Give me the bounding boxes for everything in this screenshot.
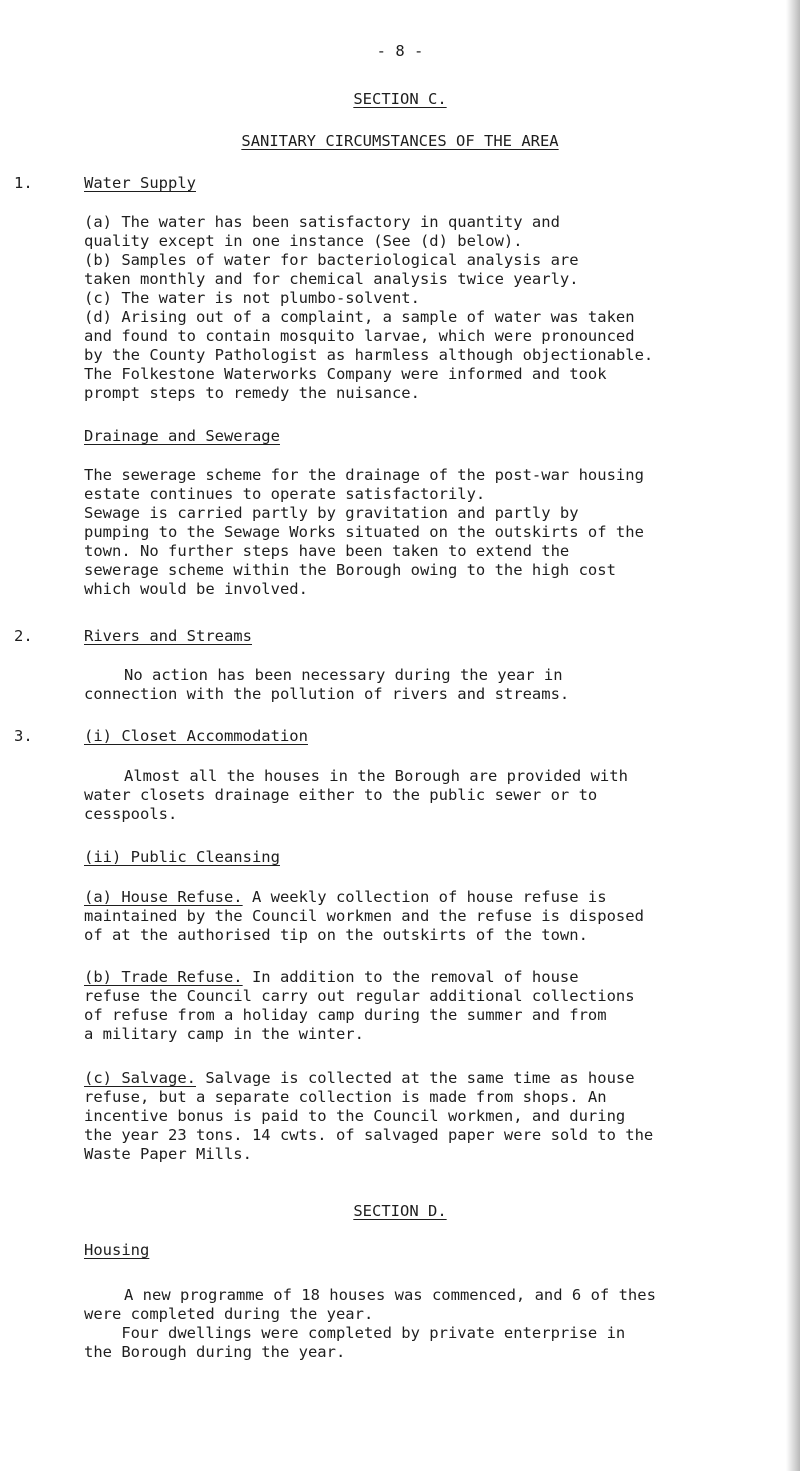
text-line: No action has been necessary during the year in [124,666,563,684]
closet-title: (i) Closet Accommodation [84,727,308,745]
house-refuse-label: (a) House Refuse. [84,888,243,906]
housing-title: Housing [84,1241,150,1259]
text-line: of at the authorised tip on the outskirts of the town. [84,926,588,944]
text-line: Almost all the houses in the Borough are provided with [124,767,628,785]
text-line: (d) Arising out of a complaint, a sample of water was taken [84,308,635,326]
trade-refuse-text [84,968,784,1044]
housing-text-cont [84,1305,784,1362]
salvage-label: (c) Salvage. [84,1069,196,1087]
text-line: The sewerage scheme for the drainage of the post-war housing [84,466,644,484]
closet-text-cont [84,786,784,824]
text-line: sewerage scheme within the Borough owing to the high cost [84,561,616,579]
water-supply-text [84,213,784,403]
drainage-title: Drainage and Sewerage [84,427,280,445]
rivers-text-cont [84,685,784,704]
text-line: pumping to the Sewage Works situated on the outskirts of the [84,523,644,541]
housing-text [124,1286,800,1305]
text-line: incentive bonus is paid to the Council workmen, and during [84,1107,626,1125]
text-line: estate continues to operate satisfactorily. [84,485,486,503]
text-line: taken monthly and for chemical analysis twice yearly. [84,270,579,288]
text-line: connection with the pollution of rivers and streams. [84,685,570,703]
page-edge-shadow [786,0,800,1471]
text-line: a military camp in the winter. [84,1025,364,1043]
text-line: Waste Paper Mills. [84,1145,252,1163]
text-line: (a) The water has been satisfactory in quantity and [84,213,560,231]
text-line: the year 23 tons. 14 cwts. of salvaged paper were sold to the [84,1126,654,1144]
trade-refuse-label: (b) Trade Refuse. [84,968,243,986]
salvage-text [84,1069,784,1164]
closet-text [124,767,800,786]
drainage-text [84,466,784,599]
text-line: prompt steps to remedy the nuisance. [84,384,420,402]
text-line: of refuse from a holiday camp during the summer and from [84,1006,607,1024]
text-line: (c) The water is not plumbo-solvent. [84,289,420,307]
text-line: and found to contain mosquito larvae, which were pronounced [84,327,635,345]
text-line: maintained by the Council workmen and the refuse is disposed [84,907,644,925]
text-line: A weekly collection of house refuse is [242,888,607,906]
water-supply-title: Water Supply [84,174,196,192]
house-refuse-text [84,888,784,945]
text-line: refuse, but a separate collection is made from shops. An [84,1088,607,1106]
text-line: In addition to the removal of house [242,968,579,986]
text-line: (b) Samples of water for bacteriological analysis are [84,251,579,269]
text-line: The Folkestone Waterworks Company were informed and took [84,365,607,383]
text-line: A new programme of 18 houses was commenced, and 6 of thes [124,1286,656,1304]
text-line: which would be involved. [84,580,308,598]
text-line: water closets drainage either to the public sewer or to [84,786,598,804]
rivers-text [124,666,800,685]
public-cleansing-title: (ii) Public Cleansing [84,848,280,866]
text-line: town. No further steps have been taken to extend the [84,542,570,560]
text-line: were completed during the year. [84,1305,374,1323]
rivers-title: Rivers and Streams [84,627,252,645]
section-c-subheading: SANITARY CIRCUMSTANCES OF THE AREA [241,132,559,150]
text-line: refuse the Council carry out regular additional collections [84,987,635,1005]
text-line: Four dwellings were completed by private enterprise in [84,1324,626,1342]
item-number-3: 3. [14,727,33,745]
text-line: cesspools. [84,805,178,823]
text-line: the Borough during the year. [84,1343,346,1361]
section-d-heading: SECTION D. [353,1202,447,1220]
text-line: Sewage is carried partly by gravitation and partly by [84,504,579,522]
item-number-1: 1. [14,174,33,192]
section-c-heading: SECTION C. [353,90,447,108]
page-number: - 8 - [376,42,424,60]
text-line: by the County Pathologist as harmless although objectionable. [84,346,654,364]
text-line: quality except in one instance (See (d) below). [84,232,523,250]
item-number-2: 2. [14,627,33,645]
text-line: Salvage is collected at the same time as house [195,1069,635,1087]
